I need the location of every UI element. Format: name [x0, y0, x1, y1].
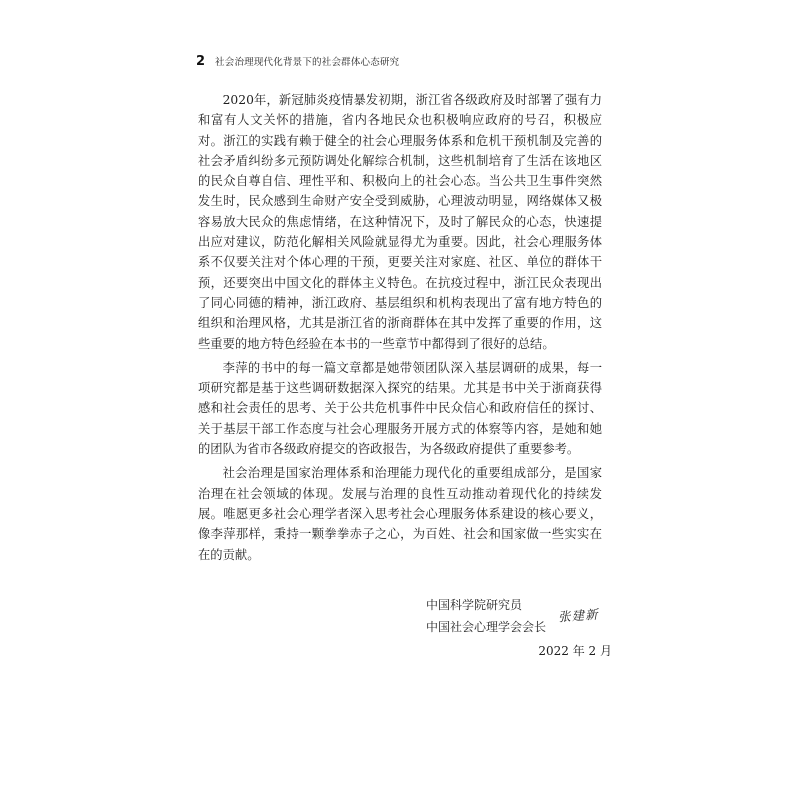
page-header: [196, 54, 399, 69]
handwritten-signature: 张建新: [557, 606, 600, 625]
signature-block: [426, 594, 612, 662]
signature-role: 中国社会心理学会会长: [426, 620, 547, 634]
body-text: [198, 90, 602, 569]
signature-date: 2022 年 2 月: [538, 644, 612, 658]
paragraph-1: 2020年，新冠肺炎疫情暴发初期，浙江省各级政府及时部署了强有力和富有人文关怀的措施，省内各地民众也积极响应政府的号召，积极应对。浙江的实践有赖于健全的社会心理服务体系和危机干预机制及完善的社会矛盾纠纷多元预防调处化解综合机制，这些机制培育了生活在该地区的民众自尊自信、理性平和、积极向上的社会心态。当公共卫生事件突然发生时，民众感到生命财产安全受到威胁，心理波动明显，网络媒体又极容易放大民众的焦虑情绪，在这种情况下，及时了解民众的心态，快速提出应对建议，防范化解相关风险就显得尤为重要。因此，社会心理服务体系不仅要关注对个体心理的干预，更要关注对家庭、社区、单位的群体干预，还要突出中国文化的群体主义特色。在抗疫过程中，浙江民众表现出了同心同德的精神，浙江政府、基层组织和机构表现出了富有地方特色的组织和治理风格，尤其是浙江省的浙商群体在其中发挥了重要的作用，这些重要的地方特色经验在本书的一些章节中都得到了很好的总结。: [198, 93, 602, 351]
paragraph-2: 李萍的书中的每一篇文章都是她带领团队深入基层调研的成果，每一项研究都是基于这些调研数据深入探究的结果。尤其是书中关于浙商获得感和社会责任的思考、关于公共危机事件中民众信心和政府信任的探讨、关于基层干部工作态度与社会心理服务开展方式的体察等内容，是她和她的团队为省市各级政府提交的咨政报告，为各级政府提供了重要参考。: [198, 360, 602, 457]
page-number: 2: [196, 54, 206, 69]
paragraph-3: 社会治理是国家治理体系和治理能力现代化的重要组成部分，是国家治理在社会领域的体现。发展与治理的良性互动推动着现代化的持续发展。唯愿更多社会心理学者深入思考社会心理服务体系建设的核心要义，像李萍那样，秉持一颗拳拳赤子之心，为百姓、社会和国家做一些实实在在的贡献。: [198, 466, 602, 562]
signature-organization: 中国科学院研究员: [426, 598, 523, 612]
running-title: 社会治理现代化背景下的社会群体心态研究: [215, 57, 400, 68]
